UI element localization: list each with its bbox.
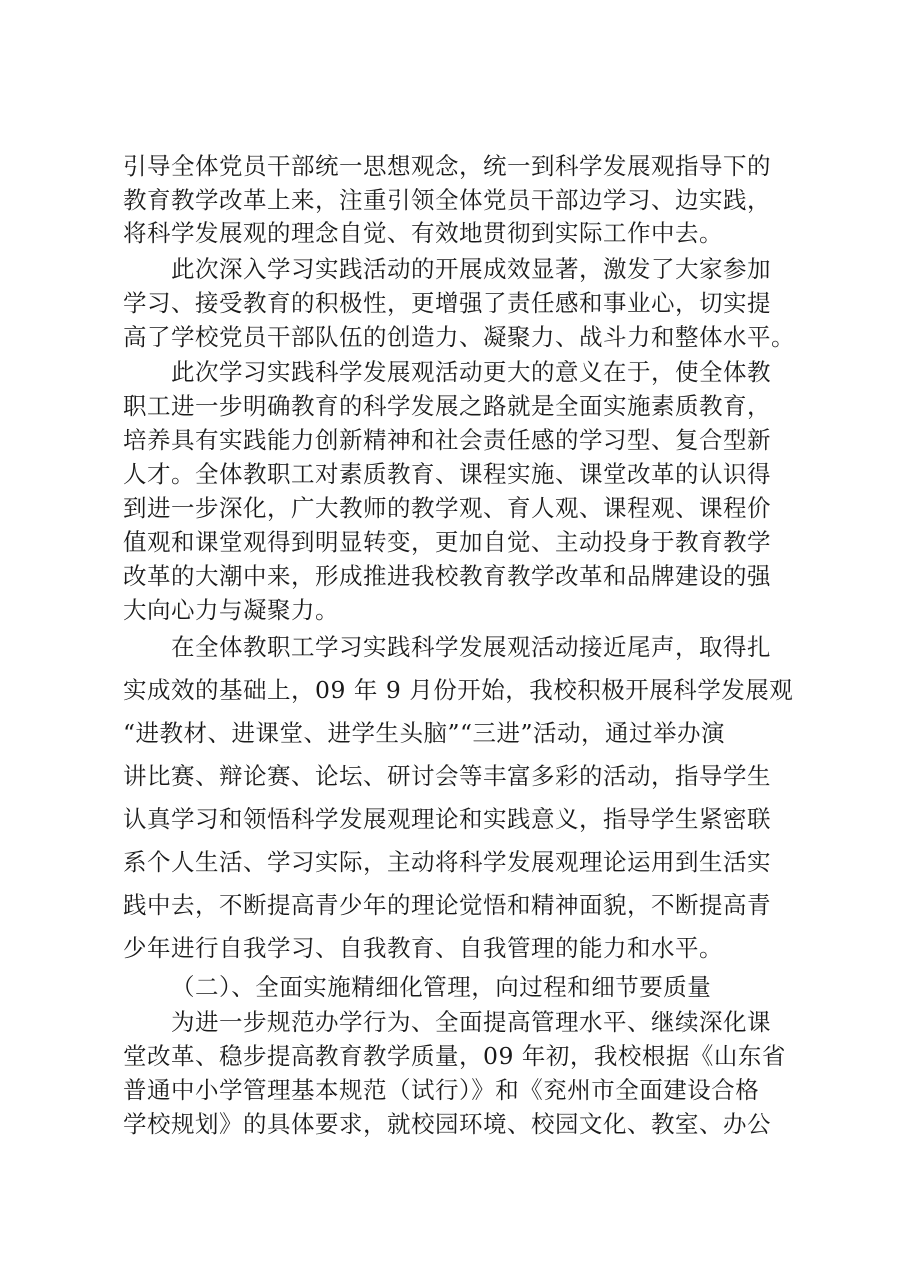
paragraph-line: 职工进一步明确教育的科学发展之路就是全面实施素质教育， (123, 392, 771, 420)
paragraph-line: 践中去，不断提高青少年的理论觉悟和精神面貌，不断提高青 (123, 891, 771, 919)
paragraph-line: 大向心力与凝聚力。 (123, 596, 339, 624)
section-heading: （二）、全面实施精细化管理，向过程和细节要质量 (171, 973, 712, 1001)
paragraph-line: 为进一步规范办学行为、全面提高管理水平、继续深化课 (171, 1008, 771, 1036)
paragraph-line: 学校规划》的具体要求，就校园环境、校园文化、教室、办公 (123, 1110, 771, 1138)
paragraph-line: 在全体教职工学习实践科学发展观活动接近尾声，取得扎 (171, 633, 771, 661)
paragraph-line: 人才。全体教职工对素质教育、课程实施、课堂改革的认识得 (123, 460, 771, 488)
paragraph-line: 教育教学改革上来，注重引领全体党员干部边学习、边实践， (123, 186, 771, 214)
paragraph-line: 学习、接受教育的积极性，更增强了责任感和事业心，切实提 (123, 289, 771, 317)
paragraph-line: 讲比赛、辩论赛、论坛、研讨会等丰富多彩的活动，指导学生 (123, 762, 771, 790)
paragraph-line: 少年进行自我学习、自我教育、自我管理的能力和水平。 (123, 934, 723, 962)
paragraph-line: 普通中小学管理基本规范（试行）》和《兖州市全面建设合格 (123, 1076, 760, 1104)
paragraph-line: 实成效的基础上，09 年 9 月份开始，我校积极开展科学发展观 (123, 676, 794, 704)
paragraph-line: 堂改革、稳步提高教育教学质量，09 年初，我校根据《山东省 (123, 1042, 786, 1070)
paragraph-line: 值观和课堂观得到明显转变，更加自觉、主动投身于教育教学 (123, 528, 771, 556)
paragraph-line: “进教材、进课堂、进学生头脑”“三进”活动，通过举办演 (123, 719, 726, 747)
paragraph-line: 系个人生活、学习实际，主动将科学发展观理论运用到生活实 (123, 848, 771, 876)
paragraph-line: 培养具有实践能力创新精神和社会责任感的学习型、复合型新 (123, 426, 771, 454)
paragraph-line: 到进一步深化，广大教师的教学观、育人观、课程观、课程价 (123, 494, 771, 522)
paragraph-line: 改革的大潮中来，形成推进我校教育教学改革和品牌建设的强 (123, 562, 771, 590)
paragraph-line: 此次深入学习实践活动的开展成效显著，激发了大家参加 (171, 255, 771, 283)
paragraph-line: 此次学习实践科学发展观活动更大的意义在于，使全体教 (171, 358, 771, 386)
paragraph-line: 认真学习和领悟科学发展观理论和实践意义，指导学生紧密联 (123, 805, 771, 833)
paragraph-line: 高了学校党员干部队伍的创造力、凝聚力、战斗力和整体水平。 (123, 323, 795, 351)
paragraph-line: 将科学发展观的理念自觉、有效地贯彻到实际工作中去。 (123, 219, 723, 247)
paragraph-line: 引导全体党员干部统一思想观念，统一到科学发展观指导下的 (123, 152, 771, 180)
